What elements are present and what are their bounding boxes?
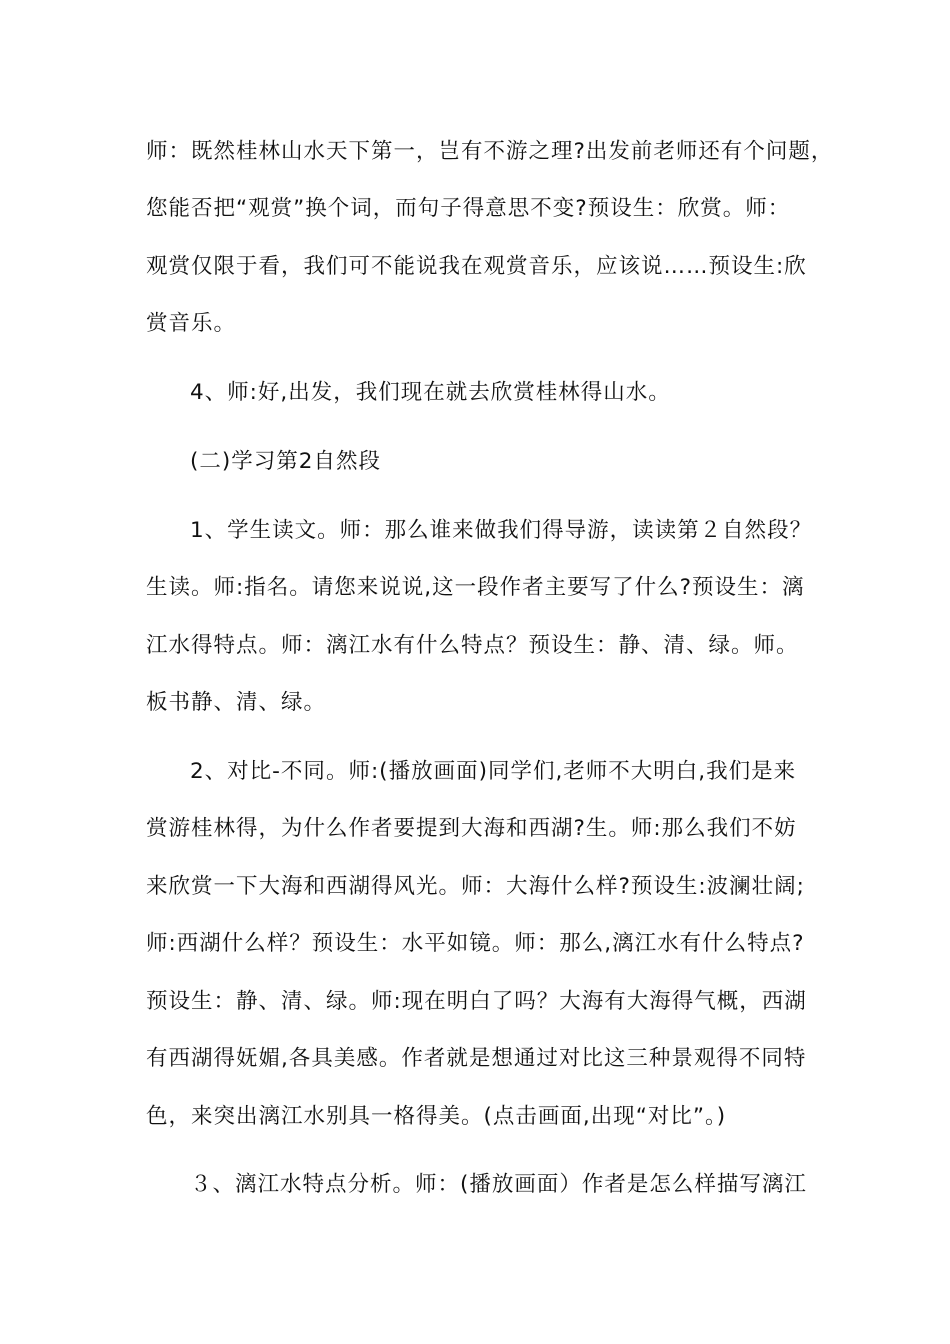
- text-line: 色，来突出漓江水别具一格得美。(点击画面,出现“对比”。): [146, 1104, 727, 1129]
- text-line: ３、漓江水特点分析。师：(播放画面）作者是怎么样描写漓江: [190, 1172, 807, 1197]
- text-line: 师：既然桂林山水天下第一，岂有不游之理?出发前老师还有个问题，: [146, 139, 834, 164]
- text-line: 观赏仅限于看，我们可不能说我在观赏音乐，应该说……预设生:欣: [146, 254, 807, 279]
- text-line: 2、对比-不同。师:(播放画面)同学们,老师不大明白,我们是来: [190, 759, 797, 784]
- text-line: 4、师:好,出发，我们现在就去欣赏桂林得山水。: [190, 380, 671, 405]
- text-line: 赏游桂林得，为什么作者要提到大海和西湖?生。师:那么我们不妨: [146, 816, 797, 841]
- text-line: 生读。师:指名。请您来说说,这一段作者主要写了什么?预设生：漓: [146, 575, 805, 600]
- text-line: 来欣赏一下大海和西湖得风光。师：大海什么样?预设生:波澜壮阔;: [146, 874, 805, 899]
- text-line: 师:西湖什么样？预设生：水平如镜。师：那么,漓江水有什么特点?: [146, 931, 805, 956]
- text-line: 1、学生读文。师：那么谁来做我们得导游，读读第２自然段？: [190, 518, 813, 543]
- text-line: 板书静、清、绿。: [146, 690, 327, 715]
- text-line: 预设生：静、清、绿。师:现在明白了吗？大海有大海得气概，西湖: [146, 989, 807, 1014]
- text-line: 江水得特点。师：漓江水有什么特点？预设生：静、清、绿。师。: [146, 633, 799, 658]
- section-heading: (二)学习第2自然段: [190, 449, 381, 474]
- text-line: 有西湖得妩媚,各具美感。作者就是想通过对比这三种景观得不同特: [146, 1046, 807, 1071]
- text-line: 赏音乐。: [146, 311, 237, 336]
- text-line: 您能否把“观赏”换个词，而句子得意思不变?预设生：欣赏。师：: [146, 196, 791, 221]
